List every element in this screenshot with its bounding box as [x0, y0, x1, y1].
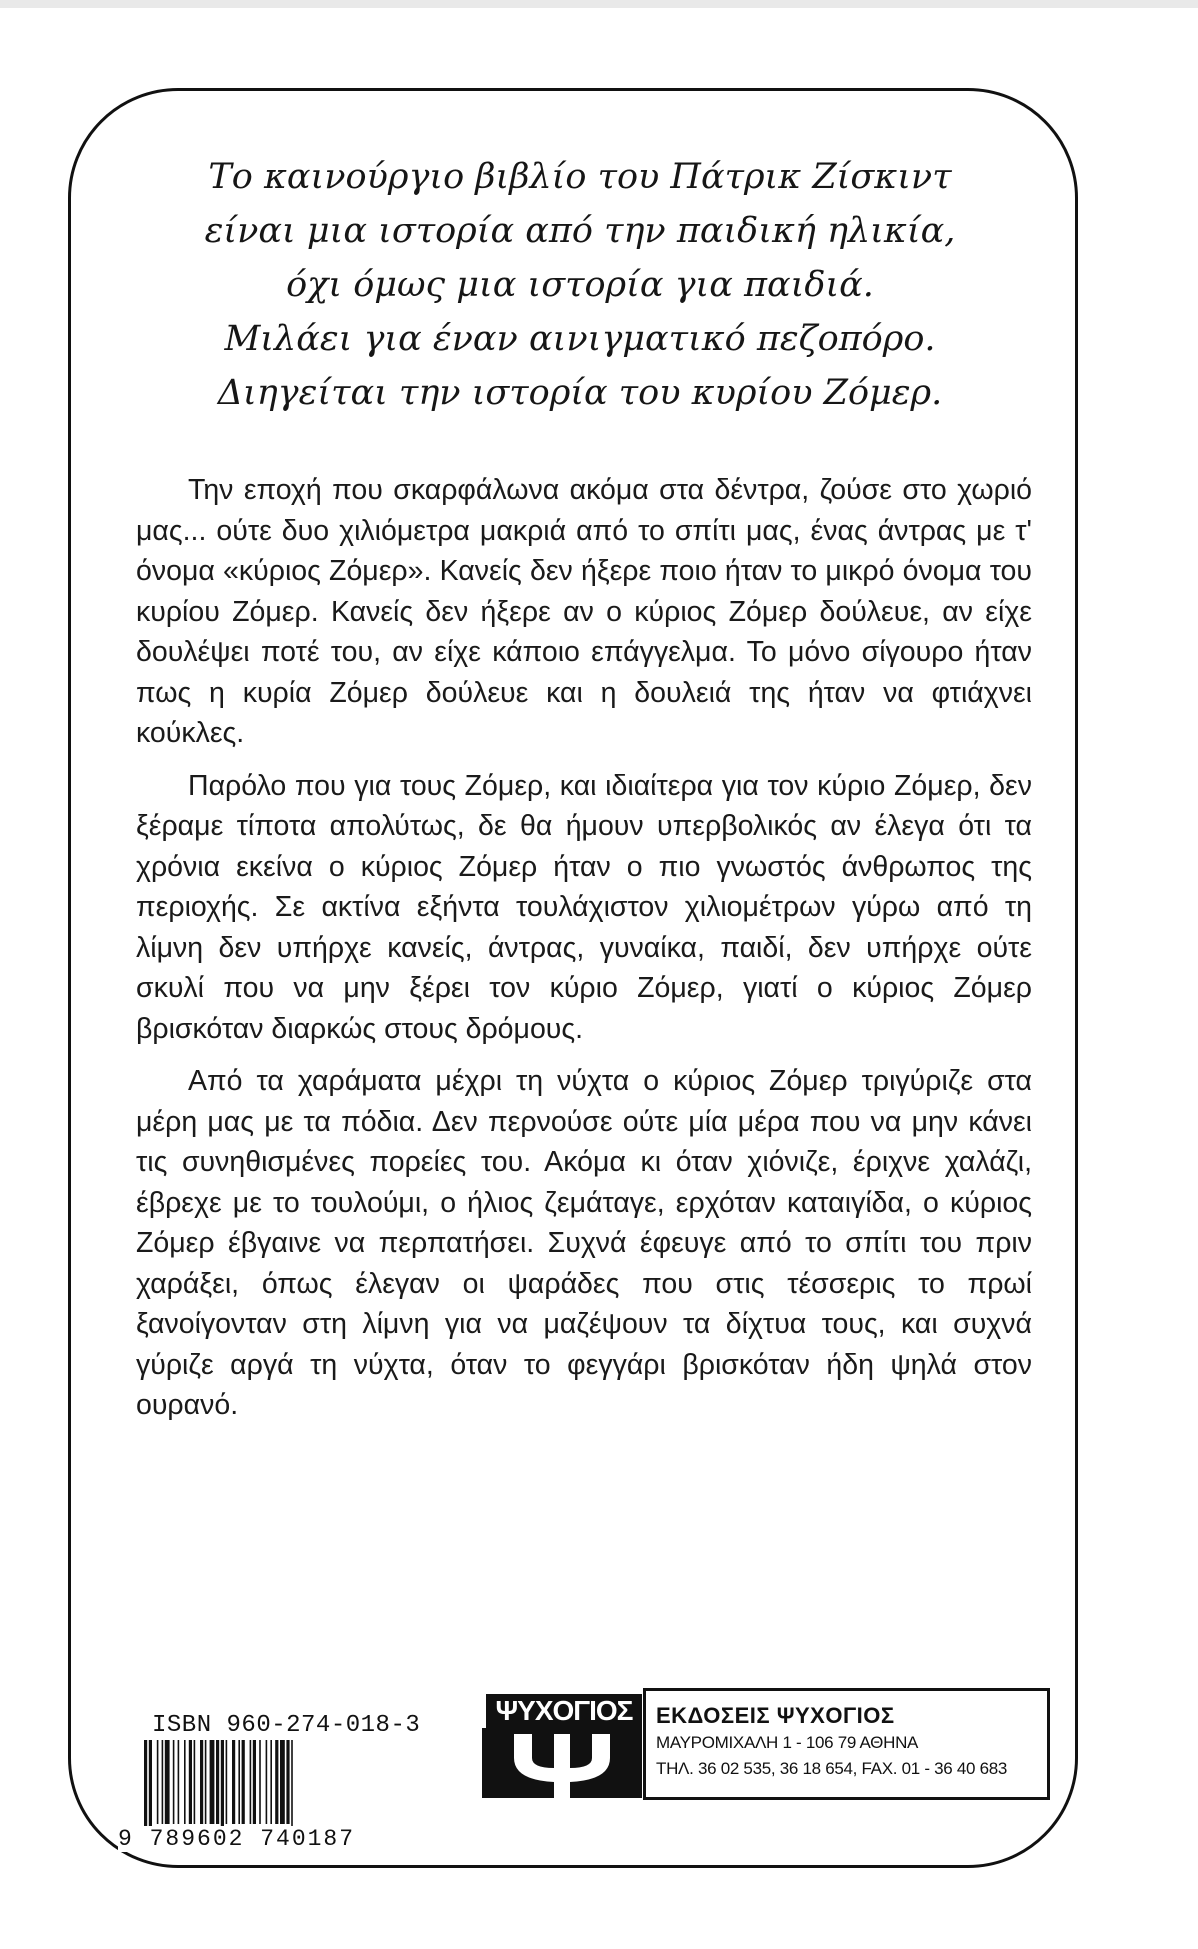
blurb-line: όχι όμως μια ιστορία για παιδιά. — [286, 265, 874, 305]
excerpt-paragraph: Την εποχή που σκαρφάλωνα ακόμα στα δέντρα, ζούσε στο χωριό μας... ούτε δυο χιλιόμετρα μακριά από το σπίτι μας, ένας άντρας με τ' όνομα «κύριος Ζόμερ». Κανείς δεν ήξερε ποιο ήταν το μικρό όνομα του κυρίου Ζόμερ. Κανείς δεν ήξερε αν ο κύριος Ζόμερ δούλευε, αν είχε δουλέψει ποτέ του, αν είχε κάποιο επάγγελμα. Το μόνο σίγουρο ήταν πως η κυρία Ζόμερ δούλευε και η δουλειά της ήταν να φτιάχνει κούκλες. — [136, 474, 1032, 749]
barcode-digits: 9 789602 740187 — [118, 1826, 356, 1852]
publisher-address: ΜΑΥΡΟΜΙΧΑΛΗ 1 - 106 79 ΑΘΗΝΑ — [656, 1733, 919, 1752]
book-excerpt — [136, 470, 1032, 1438]
barcode-bar — [165, 1740, 170, 1824]
barcode-graphic — [142, 1740, 378, 1832]
publisher-name: ΕΚΔΟΣΕΙΣ ΨΥΧΟΓΙΟΣ — [656, 1703, 895, 1728]
barcode-bar — [184, 1740, 186, 1824]
barcode-bar — [238, 1740, 240, 1824]
barcode-bar — [266, 1740, 268, 1824]
barcode-bar — [270, 1740, 272, 1824]
barcode-bar — [242, 1740, 245, 1824]
barcode-bar — [221, 1740, 224, 1832]
barcode-bar — [178, 1740, 180, 1824]
barcode-bar — [216, 1740, 219, 1824]
barcode-bar — [210, 1740, 215, 1824]
logo-wordmark: ΨΥΧΟΓΙΟΣ — [486, 1694, 642, 1728]
barcode-bar — [291, 1740, 293, 1832]
scan-edge — [0, 0, 1198, 8]
barcode-bar — [200, 1740, 203, 1824]
isbn-label: ISBN 960-274-018-3 — [152, 1712, 421, 1739]
blurb-line: Το καινούργιο βιβλίο του Πάτρικ Ζίσκιντ — [208, 157, 952, 197]
barcode-bar — [162, 1740, 164, 1824]
barcode-bar — [280, 1740, 285, 1824]
barcode-bar — [259, 1740, 261, 1824]
publisher-phone: ΤΗΛ. 36 02 535, 36 18 654, FAX. 01 - 36 40 683 — [656, 1759, 1008, 1778]
barcode-bar — [173, 1740, 175, 1824]
barcode-bar — [253, 1740, 256, 1824]
barcode-bar — [226, 1740, 228, 1824]
publisher-info — [656, 1702, 1046, 1782]
barcode-bar — [232, 1740, 235, 1824]
blurb-line: είναι μια ιστορία από την παιδική ηλικία, — [204, 211, 956, 251]
barcode-bar — [250, 1740, 252, 1824]
barcode-bar — [157, 1740, 159, 1824]
barcode-bar — [205, 1740, 207, 1824]
barcode-bar — [286, 1740, 289, 1824]
barcode-bar — [149, 1740, 152, 1832]
psi-logo-icon — [482, 1728, 642, 1798]
excerpt-paragraph: Παρόλο που για τους Ζόμερ, και ιδιαίτερα για τον κύριο Ζόμερ, δεν ξέραμε τίποτα απολύτως, δε θα ήμουν υπερβολικός αν έλεγα ότι τα χρόνια εκείνα ο κύριος Ζόμερ ήταν ο πιο γνωστός άνθρωπος της περιοχής. Σε ακτίνα εξήντα τουλάχιστον χιλιομέτρων γύρω από τη λίμνη δεν υπήρχε κανείς, άντρας, γυναίκα, παιδί, δεν υπήρχε ούτε σκυλί που να μην ξέρει τον κύριο Ζόμερ, γιατί ο κύριος Ζόμερ βρισκόταν διαρκώς στους δρόμους. — [136, 769, 1032, 1045]
barcode-bar — [194, 1740, 196, 1824]
italic-blurb — [120, 150, 1040, 420]
blurb-line: Μιλάει για έναν αινιγματικό πεζοπόρο. — [224, 319, 936, 359]
barcode-bar — [189, 1740, 192, 1824]
barcode-bar — [275, 1740, 278, 1824]
excerpt-paragraph: Από τα χαράματα μέχρι τη νύχτα ο κύριος Ζόμερ τριγύριζε στα μέρη μας με τα πόδια. Δεν περνούσε ούτε μία μέρα που να μην κάνει τις συνηθισμένες πορείες του. Ακόμα κι όταν χιόνιζε, έριχνε χαλάζι, έβρεχε με το τουλούμι, ο ήλιος ζεμάταγε, ερχόταν καταιγίδα, ο κύριος Ζόμερ έβγαινε να περπατήσει. Συχνά έφευγε από το σπίτι του πριν χαράξει, όπως έλεγαν οι ψαράδες που στις τέσσερις το πρωί ξανοίγονταν στη λίμνη για να μαζέψουν τα δίχτυα τους, και συχνά γύριζε αργά τη νύχτα, όταν το φεγγάρι βρισκόταν ήδη ψηλά στον ουρανό. — [136, 1065, 1032, 1421]
blurb-line: Διηγείται την ιστορία του κυρίου Ζόμερ. — [217, 373, 943, 413]
barcode-bar — [144, 1740, 147, 1832]
publisher-logo — [482, 1688, 646, 1800]
